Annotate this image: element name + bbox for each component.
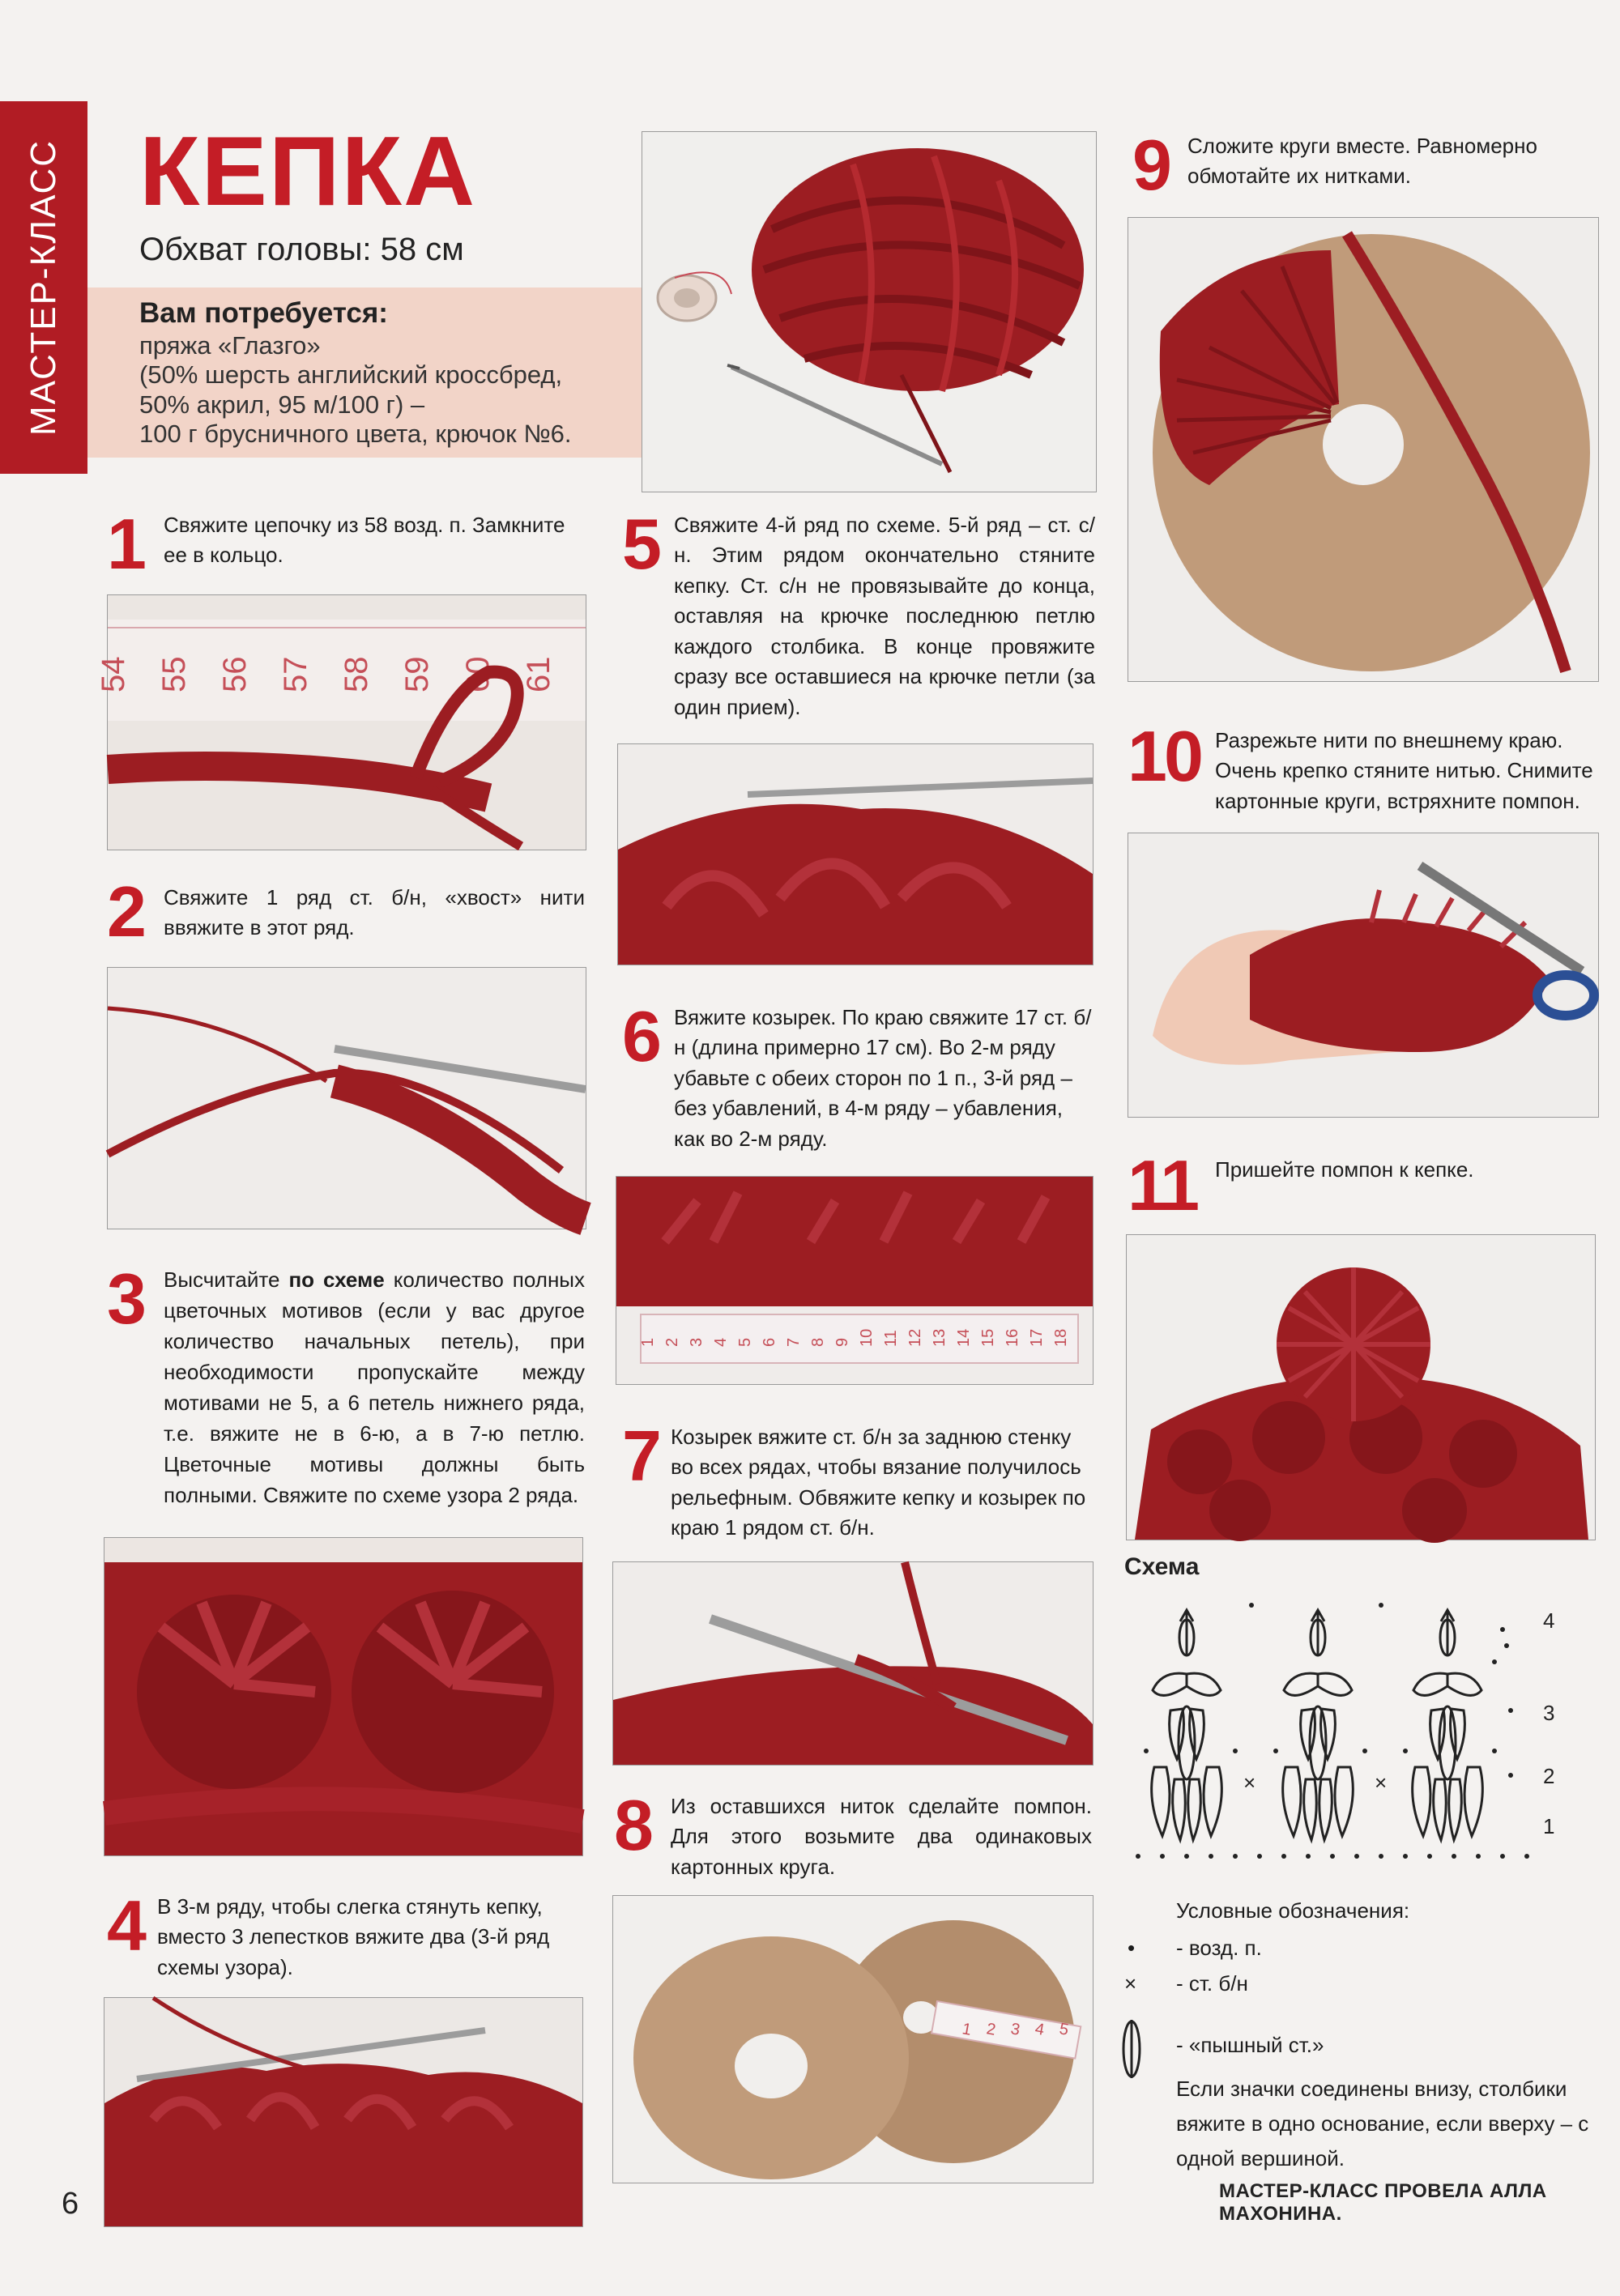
tape-mark: 1 [639,1337,657,1347]
step-11-text: Пришейте помпон к кепке. [1215,1157,1474,1182]
section-tab [0,101,87,474]
step-6-number: 6 [622,996,662,1076]
tape-mark: 57 [278,656,313,692]
tape-mark: 1 [961,2020,973,2039]
tape-mark: 54 [96,656,131,692]
step-2-photo [107,967,586,1229]
tape-mark: 4 [1034,2020,1046,2039]
head-size: Обхват головы: 58 см [139,232,464,267]
tape-mark: 14 [955,1328,973,1347]
step-2-text: Свяжите 1 ряд ст. б/н, «хвост» нити ввяжите в этот ряд. [164,885,585,940]
tape-mark: 13 [931,1328,949,1347]
tape-mark: 7 [785,1337,803,1347]
tape-mark: 59 [399,656,435,692]
step-11-number: 11 [1128,1145,1197,1225]
tape-mark: 16 [1004,1328,1021,1347]
svg-text:×: × [1375,1770,1388,1795]
legend-sc-symbol: × [1124,1971,1137,1996]
tape-mark: 11 [882,1330,900,1347]
step-1-photo [96,594,586,850]
step-8-text: Из оставшихся ниток сделайте помпон. Для этого возьмите два одинаковых картонных круга. [671,1794,1092,1879]
tape-mark: 3 [1009,2020,1021,2039]
step-3-number: 3 [107,1259,147,1339]
materials-line: пряжа «Глазго» [139,331,321,360]
crochet-scheme [1130,1589,1567,1872]
tape-mark: 9 [833,1337,851,1347]
step-3-text-end: количество полных цветочных мотивов (если у вас другое количество начальных петель), при необходимости пропускайте между мотивами не 5, а 6 петель нижнего ряда, т.е. вяжите не в 6-ю, а в 7-ю петлю. Цветочные мотивы должны быть полными. Свяжите по схеме узора 2 ряда. [164,1267,585,1507]
tape-mark: 4 [712,1337,730,1347]
step-4 [107,1885,593,1996]
step-11-photo [1126,1234,1596,1540]
step-3-text-bold: по схеме [288,1267,385,1292]
legend-puff-text: - «пышный ст.» [1176,2033,1324,2057]
materials-photo [642,131,1097,492]
tape-mark: 8 [809,1337,827,1347]
step-10-text: Разрежьте нити по внешнему краю. Очень крепко стяните нитью. Снимите картонные круги, встряхните помпон. [1215,728,1593,813]
step-7-number: 7 [622,1416,662,1496]
step-10-number: 10 [1128,716,1200,796]
legend-chain-text: - возд. п. [1176,1936,1262,1960]
step-7-text: Козырек вяжите ст. б/н за заднюю стенку во всех рядах, чтобы вязание получилось рельефным. Обвяжите кепку и козырек по краю 1 рядом ст. б/н. [671,1425,1086,1540]
tape-mark: 58 [339,656,374,692]
step-8 [614,1785,1100,1887]
legend-note: Если значки соединены внизу, столбики вяжите в одно основание, если вверху – с одной вершиной. [1176,2077,1589,2171]
step-9-text: Сложите круги вместе. Равномерно обмотайте их нитками. [1187,134,1537,189]
step-3-photo [104,1537,583,1856]
author-credit: МАСТЕР-КЛАСС ПРОВЕЛА АЛЛА МАХОНИНА. [1219,2180,1547,2225]
step-11 [1128,1145,1614,1231]
materials-heading: Вам потребуется: [139,297,388,329]
step-2-number: 2 [107,871,147,952]
materials-box [87,288,643,458]
step-8-photo [612,1895,1094,2183]
step-8-number: 8 [614,1785,654,1865]
scheme-row-3: 3 [1543,1701,1555,1725]
tape-mark: 6 [761,1337,778,1347]
page-title: КЕПКА [139,116,477,226]
step-4-number: 4 [107,1885,147,1966]
tape-mark: 56 [217,656,253,692]
tape-mark: 18 [1052,1328,1070,1347]
step-3-text [164,1265,585,1511]
step-5-photo [617,743,1094,965]
materials-list [139,331,643,449]
step-6 [622,996,1100,1163]
tape-mark: 2 [663,1337,681,1347]
step-5 [622,504,1100,735]
tape-mark: 2 [985,2020,997,2039]
materials-line: 50% акрил, 95 м/100 г) – [139,390,425,419]
step-9 [1132,125,1602,211]
materials-line: (50% шерсть английский кроссбред, [139,360,563,390]
step-4-text: В 3-м ряду, чтобы слегка стянуть кепку, вместо 3 лепестков вяжите два (3-й ряд схемы узора). [157,1894,550,1979]
section-tab-label: МАСТЕР-КЛАСС [23,138,63,437]
step-7 [622,1416,1100,1550]
step-3-text-start: Высчитайте [164,1267,289,1292]
tape-mark: 60 [460,656,496,692]
step-5-text: Свяжите 4-й ряд по схеме. 5-й ряд – ст. с/н. Этим рядом окончательно стяните кепку. Ст. с/н не провязывайте до конца, оставляя на крючке последнюю петлю каждого столбика. В конце провяжите сразу все оставшиеся на крючке петли (за один прием). [674,513,1095,719]
step-10 [1128,716,1614,842]
step-10-photo [1128,833,1599,1118]
step-7-photo [612,1561,1094,1766]
svg-text:×: × [1243,1770,1256,1795]
step-1 [107,504,593,584]
step-3 [107,1259,593,1523]
tape-mark: 5 [1058,2020,1070,2039]
step-9-photo [1128,217,1599,682]
step-2 [107,871,593,952]
step-1-text: Свяжите цепочку из 58 возд. п. Замкните ее в кольцо. [164,513,565,568]
scheme-row-1: 1 [1543,1814,1555,1838]
tape-mark: 3 [688,1337,706,1347]
step-6-text: Вяжите козырек. По краю свяжите 17 ст. б/н (длина примерно 17 см). Во 2-м ряду убавьте с обеих сторон по 1 п., 3-й ряд – без убавлений, в 4-м ряду – убавления, как во 2-м ряду. [674,1005,1092,1151]
step-9-number: 9 [1132,125,1172,205]
step-4-photo [104,1997,583,2227]
scheme-title: Схема [1124,1553,1200,1580]
step-1-number: 1 [107,504,147,584]
tape-mark: 10 [858,1328,876,1347]
tape-mark: 55 [156,656,192,692]
scheme-row-4: 4 [1543,1608,1555,1633]
tape-mark: 15 [979,1328,997,1347]
legend-sc-text: - ст. б/н [1176,1971,1248,1996]
step-5-number: 5 [622,504,662,584]
legend-chain-symbol: • [1128,1936,1136,1960]
page-number: 6 [62,2187,79,2221]
materials-line: 100 г брусничного цвета, крючок №6. [139,419,572,448]
puff-stitch-icon [1119,2017,1144,2081]
tape-mark: 5 [736,1337,754,1347]
tape-mark: 17 [1028,1328,1046,1347]
tape-mark: 12 [906,1328,924,1347]
step-6-photo [616,1176,1094,1385]
legend-title: Условные обозначения: [1176,1898,1410,1923]
scheme-row-2: 2 [1543,1764,1555,1788]
tape-mark: 61 [521,656,556,692]
